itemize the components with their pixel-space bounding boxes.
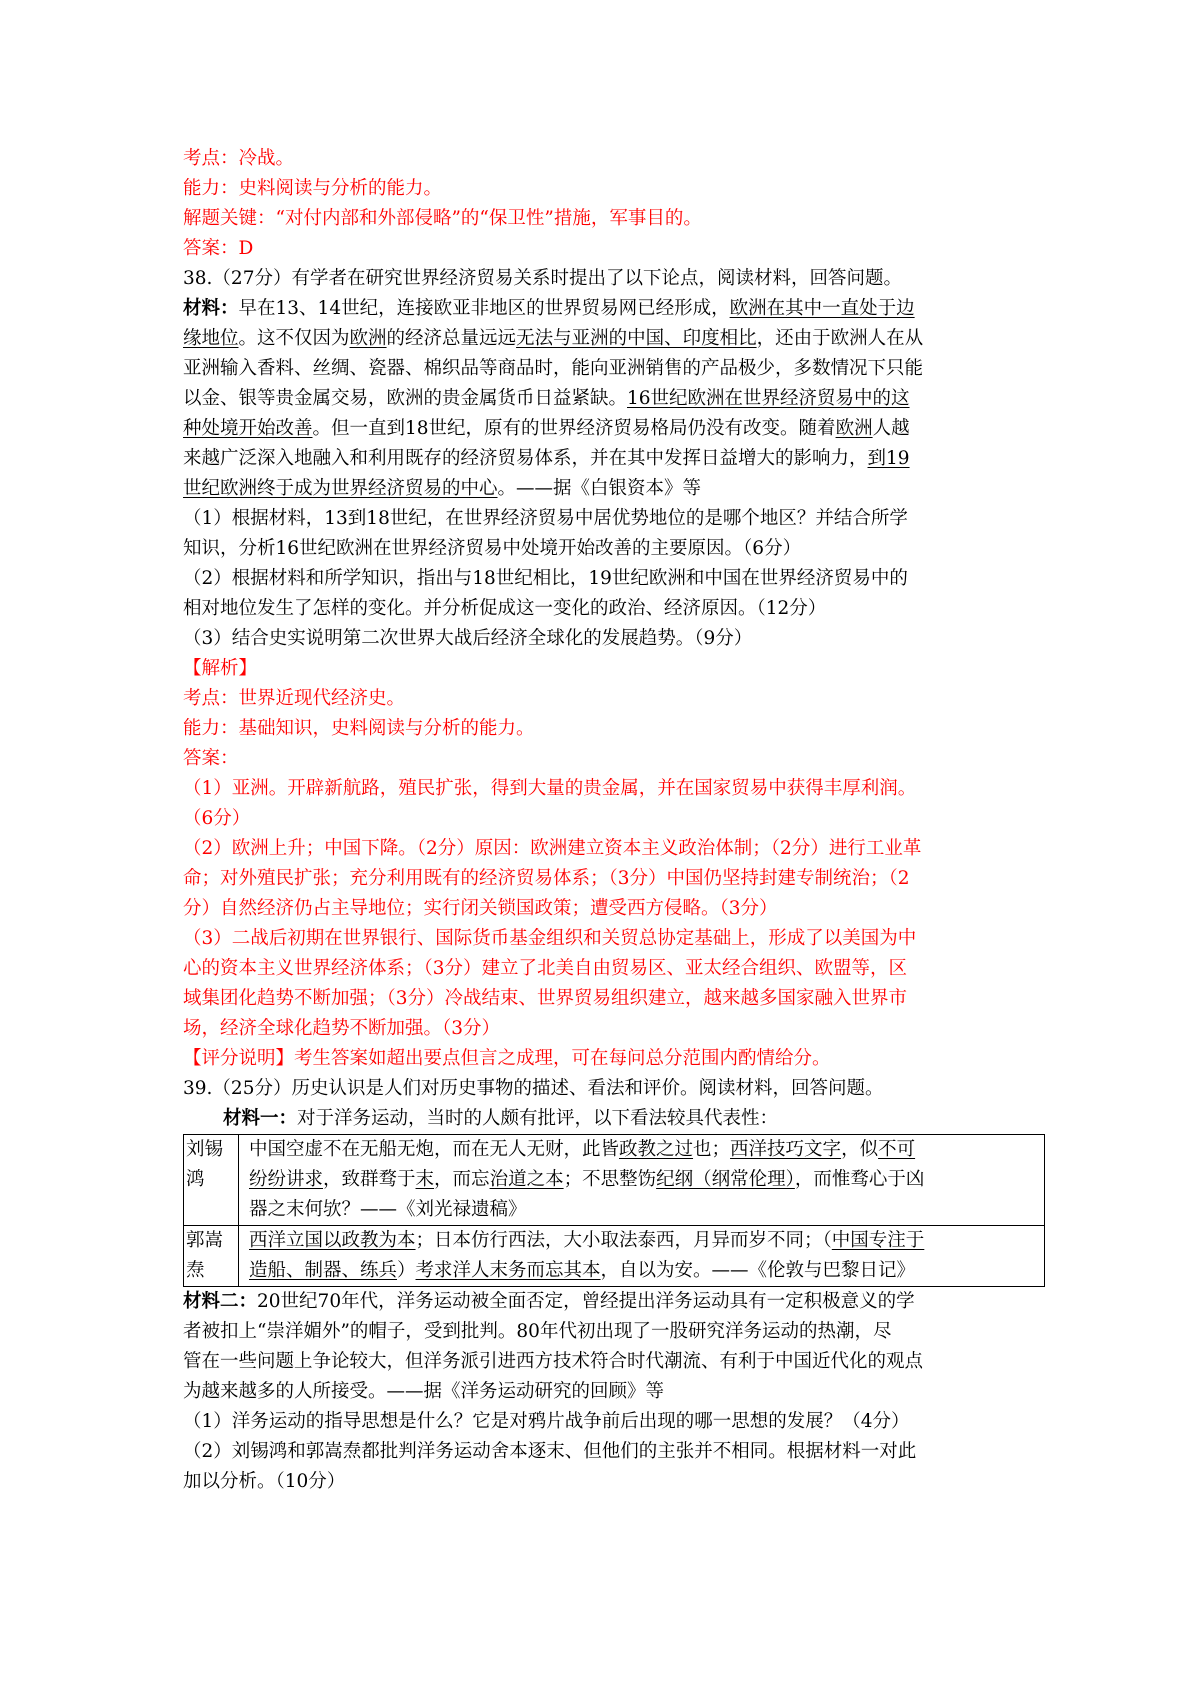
material2-line xyxy=(183,1347,1045,1377)
answer-line: （2）欧洲上升；中国下降。（2分）原因：欧洲建立资本主义政治体制；（2分）进行工业革 xyxy=(183,838,922,859)
question-line: （3）结合史实说明第二次世界大战后经济全球化的发展趋势。（9分） xyxy=(183,628,753,649)
text-run: 西洋技巧文字 xyxy=(730,1139,842,1160)
table-row xyxy=(184,1135,1045,1226)
view-text-cell xyxy=(239,1135,1045,1226)
text-run: ；日本仿行西法，大小取法泰西，月异而岁不同；（ xyxy=(415,1230,832,1251)
text-run: 到19 xyxy=(867,448,910,469)
q39-stem: 39.（25分）历史认识是人们对历史事物的描述、看法和评价。阅读材料，回答问题。 xyxy=(183,1078,884,1099)
text-run: 来越广泛深入地融入和利用既存的经济贸易体系，并在其中发挥日益增大的影响力， xyxy=(183,448,868,469)
text-run: 中国空虚不在无船无炮，而在无人无财，此皆 xyxy=(249,1139,620,1160)
material-line xyxy=(183,324,1045,354)
q37-answer: 答案：D xyxy=(183,238,254,259)
text-run: 考求洋人末务而忘其本 xyxy=(415,1260,601,1281)
text-run: 无法与亚洲的中国、印度相比 xyxy=(516,328,757,349)
q38-kaodian: 考点：世界近现代经济史。 xyxy=(183,688,406,709)
text-run: 治道之本 xyxy=(489,1169,564,1190)
material-line xyxy=(183,294,1045,324)
answer-line: 分）自然经济仍占主导地位；实行闭关锁国政策；遭受西方侵略。（3分） xyxy=(183,898,778,919)
material-line xyxy=(183,414,1045,444)
text-run: ；不思整饬 xyxy=(563,1169,657,1190)
text-run: ，而惟骛心于凶 xyxy=(794,1169,925,1190)
table-row xyxy=(184,1226,1045,1287)
text-run: 也； xyxy=(693,1139,731,1160)
answer-line: 域集团化趋势不断加强；（3分）冷战结束、世界贸易组织建立，越来越多国家融入世界市 xyxy=(183,988,908,1009)
q37-kaodian: 考点：冷战。 xyxy=(183,148,295,169)
view-line xyxy=(249,1195,1042,1225)
answer-line: 心的资本主义世界经济体系；（3分）建立了北美自由贸易区、亚太经合组织、欧盟等，区 xyxy=(183,958,908,979)
text-run: 以金、银等贵金属交易，欧洲的贵金属货币日益紧缺。 xyxy=(183,388,628,409)
material-line xyxy=(183,354,1045,384)
text-run: 者被扣上“崇洋媚外”的帽子，受到批判。80年代初出现了一股研究洋务运动的热潮，尽 xyxy=(183,1321,892,1342)
text-run: ，致群骛于 xyxy=(323,1169,416,1190)
q39-views-table xyxy=(183,1134,1045,1287)
text-run: 管在一些问题上争论较大，但洋务派引进西方技术符合时代潮流、有利于中国近代化的观点 xyxy=(183,1351,924,1372)
text-run: 种处境开始改善 xyxy=(183,418,313,439)
scoring-label: 【评分说明】 xyxy=(183,1048,295,1069)
text-run: 缘地位 xyxy=(183,328,239,349)
text-run: 为越来越多的人所接受。——据《洋务运动研究的回顾》等 xyxy=(183,1381,665,1402)
text-run: 世纪欧洲终于成为世界经济贸易的中心 xyxy=(183,478,498,499)
text-run: 。但一直到18世纪，原有的世界经济贸易格局仍没有改变。随着 xyxy=(312,418,836,439)
text-run: 早在13、14世纪，连接欧亚非地区的世界贸易网已经形成， xyxy=(238,298,730,319)
text-run: 欧洲 xyxy=(349,328,387,349)
text-run: 中国专注于 xyxy=(831,1230,925,1251)
text-run: 造船、制器、练兵 xyxy=(249,1260,398,1281)
view-line xyxy=(249,1135,1042,1165)
text-run: 欧洲 xyxy=(835,418,873,439)
view-text-cell xyxy=(239,1226,1045,1287)
material2-line xyxy=(183,1287,1045,1317)
q38-stem: 38.（27分）有学者在研究世界经济贸易关系时提出了以下论点，阅读材料，回答问题。 xyxy=(183,268,902,289)
view-line xyxy=(249,1256,1042,1286)
person-name: 刘锡 xyxy=(186,1139,224,1160)
material1-label: 材料一： xyxy=(223,1108,298,1129)
answer-line: （1）亚洲。开辟新航路，殖民扩张，得到大量的贵金属，并在国家贸易中获得丰厚利润。 xyxy=(183,778,917,799)
text-run: ，似 xyxy=(841,1139,879,1160)
answer-line: （6分） xyxy=(183,808,251,829)
scoring-text: 考生答案如超出要点但言之成理，可在每问总分范围内酌情给分。 xyxy=(294,1048,831,1069)
person-name: 郭嵩 xyxy=(186,1230,224,1251)
material2-line xyxy=(183,1317,1045,1347)
person-name-cell xyxy=(184,1226,239,1287)
material-line xyxy=(183,474,1045,504)
text-run: 纷纷讲求 xyxy=(249,1169,324,1190)
text-run: 人越 xyxy=(872,418,910,439)
text-run: 不可 xyxy=(878,1139,916,1160)
q38-scoring-note xyxy=(183,1044,1045,1074)
q38-nengli: 能力：基础知识，史料阅读与分析的能力。 xyxy=(183,718,535,739)
text-run: 器之末何欤？——《刘光禄遗稿》 xyxy=(249,1199,527,1220)
question-line: 知识，分析16世纪欧洲在世界经济贸易中处境开始改善的主要原因。（6分） xyxy=(183,538,802,559)
text-run: 亚洲输入香料、丝绸、瓷器、棉织品等商品时，能向亚洲销售的产品极少，多数情况下只能 xyxy=(183,358,924,379)
text-run: 以政教为本 xyxy=(323,1230,416,1251)
text-run: 欧洲在其中一直处于边 xyxy=(729,298,915,319)
q39-material1-intro xyxy=(183,1104,1045,1134)
text-run: 纪纲（纲常伦理） xyxy=(656,1169,795,1190)
answer-line: 命；对外殖民扩张；充分利用既有的经济贸易体系；（3分）中国仍坚持封建专制统治；（2 xyxy=(183,868,910,889)
person-name-cell xyxy=(184,1135,239,1226)
question-line: （1）洋务运动的指导思想是什么？它是对鸦片战争前后出现的哪一思想的发展？（4分） xyxy=(183,1411,910,1432)
view-line xyxy=(249,1226,1042,1256)
text-run: ，还由于欧洲人在从 xyxy=(756,328,924,349)
material-line xyxy=(183,444,1045,474)
material2-line xyxy=(183,1377,1045,1407)
q38-material xyxy=(183,294,1045,504)
q38-answer-label: 答案： xyxy=(183,748,239,769)
question-line: （2）刘锡鸿和郭嵩焘都批判洋务运动舍本逐末、但他们的主张并不相同。根据材料一对此 xyxy=(183,1441,917,1462)
text-run: 政教之过 xyxy=(619,1139,694,1160)
text-run: ，而忘 xyxy=(434,1169,490,1190)
q38-questions xyxy=(183,504,1045,654)
text-run: 。——据《白银资本》等 xyxy=(497,478,702,499)
text-run: 。这不仅因为 xyxy=(238,328,350,349)
q39-questions xyxy=(183,1407,1045,1497)
text-run: 西洋立国 xyxy=(249,1230,324,1251)
text-run: 16世纪欧洲在世界经济贸易中的这 xyxy=(627,388,910,409)
material2-label: 材料二： xyxy=(183,1291,258,1312)
text-run: 的经济总量远远 xyxy=(386,328,517,349)
question-line: 加以分析。（10分） xyxy=(183,1471,346,1492)
question-line: 相对地位发生了怎样的变化。并分析促成这一变化的政治、经济原因。（12分） xyxy=(183,598,827,619)
question-line: （1）根据材料，13到18世纪，在世界经济贸易中居优势地位的是哪个地区？并结合所学 xyxy=(183,508,908,529)
q38-jiexi-label: 【解析】 xyxy=(183,658,258,679)
answer-line: （3）二战后初期在世界银行、国际货币基金组织和关贸总协定基础上，形成了以美国为中 xyxy=(183,928,917,949)
person-name: 焘 xyxy=(186,1260,205,1281)
q38-answers xyxy=(183,774,1045,1044)
person-name: 鸿 xyxy=(186,1169,205,1190)
document-content xyxy=(183,144,1045,1497)
text-run: ，自以为安。——《伦敦与巴黎日记》 xyxy=(600,1260,916,1281)
text-run: 材料： xyxy=(183,298,239,319)
material-line xyxy=(183,384,1045,414)
q37-nengli: 能力：史料阅读与分析的能力。 xyxy=(183,178,443,199)
view-line xyxy=(249,1165,1042,1195)
answer-line: 场，经济全球化趋势不断加强。（3分） xyxy=(183,1018,501,1039)
material1-text: 对于洋务运动，当时的人颇有批评，以下看法较具代表性： xyxy=(297,1108,779,1129)
text-run: ） xyxy=(397,1260,416,1281)
q37-solution-key: 解题关键：“对付内部和外部侵略”的“保卫性”措施，军事目的。 xyxy=(183,208,702,229)
text-run: 末 xyxy=(415,1169,435,1190)
q39-material2 xyxy=(183,1287,1045,1407)
question-line: （2）根据材料和所学知识，指出与18世纪相比，19世纪欧洲和中国在世界经济贸易中的 xyxy=(183,568,908,589)
text-run: 20世纪70年代，洋务运动被全面否定，曾经提出洋务运动具有一定积极意义的学 xyxy=(257,1291,915,1312)
